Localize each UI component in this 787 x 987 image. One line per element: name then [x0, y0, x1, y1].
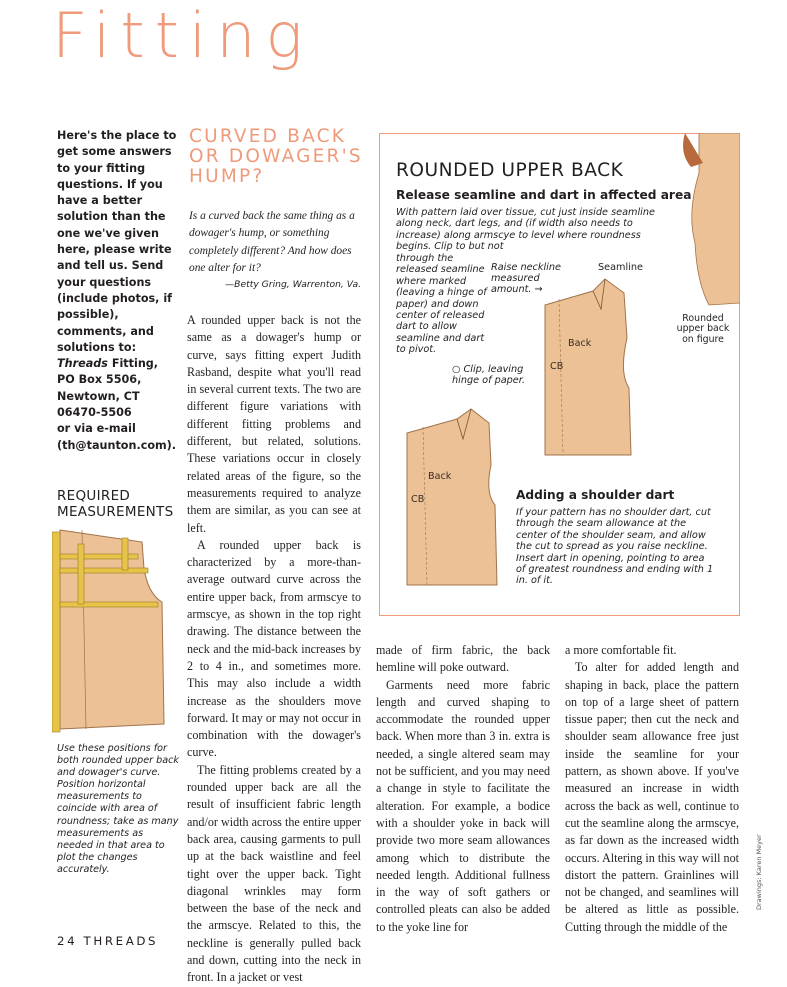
article-column-2: [376, 642, 550, 936]
measurements-title: REQUIRED MEASUREMENTS: [57, 488, 174, 520]
sidebar-address-line: (th@taunton.com).: [57, 438, 177, 452]
box-instructions-release-cont: through the released seamline where marked (leaving a hinge of paper) and down center of released dart to allow seamline and dart to pivot.: [396, 253, 487, 356]
sidebar-intro: Here's the place to get some answers to your fitting questions. If you have a better solution than the one we've given here, please write and tell us. Send your questions (include photos, if possible), comments, and solutions to:: [57, 129, 177, 354]
label-back-lower: Back: [428, 471, 452, 482]
paragraph: A rounded upper back is characterized by a more-than-average outward curve across the entire upper back, from armscye to armscye, as shown in the top right drawing. The distance between the neck and the mid-back increases by 2 to 4 in., and sometimes more. This may also include a width increase as the shoulders move forward. It may or may not occur in combination with the dowager's curve.: [187, 537, 361, 760]
page-folio: 24 THREADS: [57, 934, 159, 948]
section-title: Fitting: [52, 0, 313, 72]
label-seamline: Seamline: [598, 262, 643, 273]
box-title: ROUNDED UPPER BACK: [396, 160, 624, 181]
label-back-upper: Back: [568, 338, 592, 349]
sidebar-address-line: PO Box 5506,: [57, 373, 142, 387]
drawing-credit: Drawings: Karen Meyer: [755, 834, 763, 910]
sidebar-submission-info: [57, 128, 179, 454]
question-attribution: —Betty Gring, Warrenton, Va.: [224, 279, 361, 290]
sidebar-address-line: 06470-5506: [57, 406, 132, 420]
figure-illustration: [683, 133, 740, 305]
box-instructions-release: With pattern laid over tissue, cut just inside seamline along neck, dart legs, and (if width also needs to increase) along armscye to level where roundness begins. Clip to but not: [396, 207, 655, 253]
paragraph: a more comfortable fit.: [565, 643, 677, 657]
paragraph: A rounded upper back is not the same as a dowager's hump or curve, says fitting expert Judith Rasband, despite what you'll read in several current texts. The two are different figure variations with different fitting problems and different, but related, solutions. These variations occur in closely related areas of the figure, so the measurements required to analyze them are similar, as you can see at left.: [187, 313, 361, 535]
paragraph: To alter for added length and shaping in back, place the pattern on top of a large sheet of pattern tissue paper; then cut the neck and shoulder seam allowance free just inside the seamline for your pattern, as shown above. If you've measured an increase in width across the back as well, continue to cut the seamline along the armscye, as far down as the increased width occurs. Altering in this way will not distort the pattern. Grainlines will not be changed, and seamlines will be altered as little as possible. Cutting through the middle of the: [565, 660, 739, 934]
measurements-caption: Use these positions for both rounded upper back and dowager's curve. Position horizontal measurements to coincide with area of roundness; take as many measurements as needed in that area to plot the changes accurately.: [57, 743, 179, 875]
label-cb-lower: CB: [411, 494, 425, 505]
sidebar-address: [57, 356, 179, 454]
paragraph: made of firm fabric, the back hemline will poke outward.: [376, 643, 550, 675]
label-raise-neckline: Raise neckline measured amount. →: [491, 262, 561, 296]
measurements-drawing: [52, 524, 180, 736]
box-subheading-release: Release seamline and dart in affected area: [396, 188, 692, 202]
box-instructions-dart: If your pattern has no shoulder dart, cut through the seam allowance at the center of the shoulder seam, and allow the cut to spread as you raise neckline. Insert dart in opening, pointing to area of greatest roundness and ending with 1 in. of it.: [516, 507, 714, 587]
sidebar-address-line: Newtown, CT: [57, 389, 140, 403]
label-clip: ○ Clip, leaving hinge of paper.: [452, 364, 525, 387]
article-column-3: [565, 642, 739, 936]
paragraph: Garments need more fabric length and curved shaping to accommodate the rounded upper back. When more than 3 in. extra is needed, a single altered seam may not be sufficient, and you may need a change in style to facilitate the alteration. For example, a bodice with a shoulder yoke in back will provide two more seam allowances among which to distribute the needed length. Additional fullness in the way of soft gathers or controlled pleats can also be added to the yoke line for: [376, 677, 550, 934]
label-rounded-upper-back: Rounded upper back on figure: [676, 313, 730, 345]
label-cb-upper: CB: [550, 361, 564, 372]
box-subheading-dart: Adding a shoulder dart: [516, 488, 675, 502]
sidebar-address-line: Fitting,: [111, 357, 159, 371]
reader-question: Is a curved back the same thing as a dowager's hump, or something completely different? And how does one alter for it?: [189, 210, 355, 274]
sidebar-address-magazine: Threads: [57, 357, 108, 371]
paragraph: The fitting problems created by a rounded upper back are all the result of insufficient fabric length and/or width across the entire upper back area, causing garments to pull up at the back waistline and feel tight over the upper back. Tight diagonal wrinkles may form between the base of the neck and the armscye. Related to this, the neckline is generally pulled back and down, cutting into the neck in front. In a jacket or vest: [187, 762, 361, 985]
article-title: CURVED BACK OR DOWAGER'S HUMP?: [189, 126, 363, 187]
sidebar-address-line: or via e-mail: [57, 422, 136, 436]
article-column-1: [187, 312, 361, 987]
